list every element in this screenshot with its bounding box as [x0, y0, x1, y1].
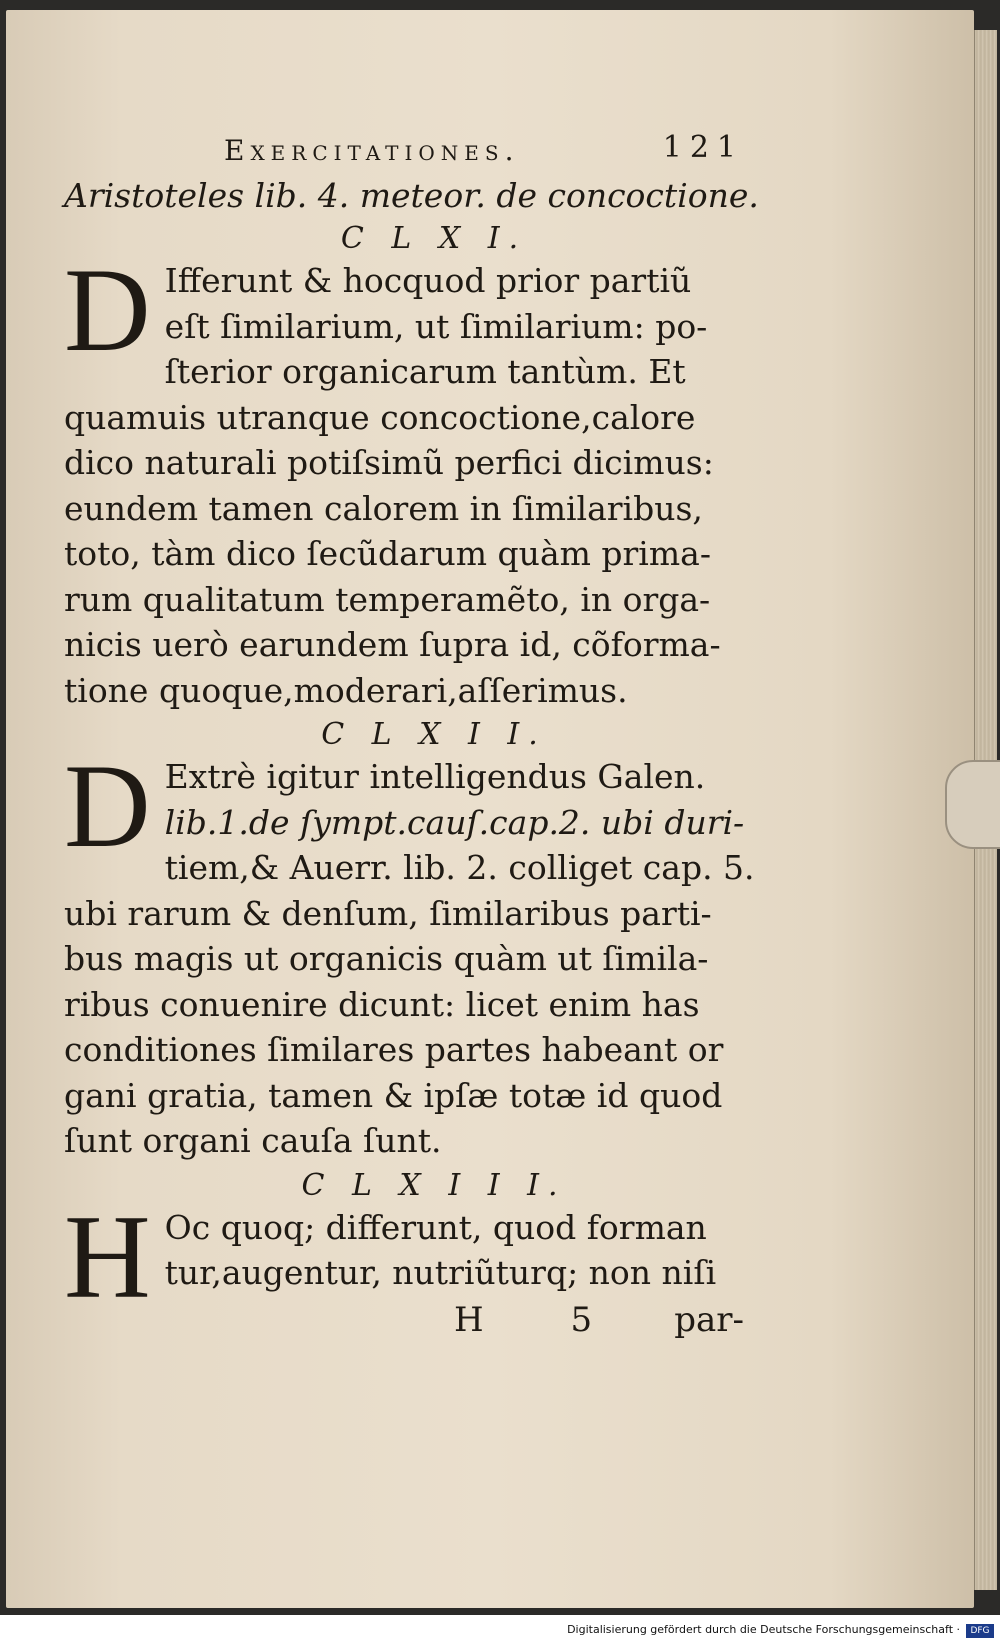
section-number: C L X I.: [340, 221, 528, 256]
text-line: quamuis utranque concoctione,calore: [64, 397, 696, 437]
text-line: tiem,& Auerr. lib. 2. colliget cap. 5.: [164, 848, 755, 887]
text-line: bus magis ut organicis quàm ut ſimila-: [64, 939, 709, 978]
page-header: [64, 120, 744, 176]
page-footer: [64, 1300, 744, 1350]
section-number: C L X I I I.: [301, 1167, 567, 1203]
section-paragraph: [64, 739, 755, 1164]
dropcap: D: [64, 739, 151, 872]
text-line: dico naturali potiſsimũ perfici dicimus:: [64, 443, 714, 482]
text-line: Oc quoq; differunt, quod forman: [164, 1207, 707, 1247]
text-line: toto, tàm dico ſecũdarum quàm prima-: [64, 534, 711, 573]
subheading: Aristoteles lib. 4. meteor. de concoctione.: [64, 176, 759, 215]
text-line: lib.1.de ſympt.cauſ.cap.2. ubi duri-: [164, 802, 745, 842]
text-line: rum qualitatum temperamẽto, in orga-: [64, 579, 711, 619]
digitization-credit: Digitalisierung gefördert durch die Deutsche Forschungsgemeinschaft ·: [567, 1623, 960, 1636]
text-line: conditiones ſimilares partes habeant or: [64, 1030, 724, 1069]
page-tab-marker: [945, 760, 1000, 849]
text-line: Extrè igitur intelligendus Galen.: [164, 757, 706, 796]
text-line: ribus conuenire dicunt: licet enim has: [64, 984, 700, 1024]
section-number: C L X I I.: [321, 717, 547, 752]
text-line: gani gratia, tamen & ipſæ totæ id quod: [64, 1075, 723, 1115]
dfg-logo: DFG: [966, 1624, 994, 1638]
text-line: ſunt organi cauſa ſunt.: [64, 1121, 442, 1160]
signature-mark: H 5: [454, 1299, 631, 1340]
page-text-block: [64, 120, 759, 1350]
text-line: eſt ſimilarium, ut ſimilarium: po-: [164, 306, 708, 346]
running-title: Exercitationes.: [224, 134, 520, 167]
text-line: Ifferunt & hocquod prior partiũ: [164, 261, 692, 300]
text-line: nicis uerò earundem ſupra id, cõforma-: [64, 625, 721, 664]
text-line: tur,augentur, nutriũturq; non niſi: [164, 1253, 717, 1292]
section-paragraph: [64, 243, 744, 713]
text-line: ubi rarum & denſum, ſimilaribus parti-: [64, 893, 712, 933]
text-line: eundem tamen calorem in ſimilaribus,: [64, 488, 703, 528]
dropcap: D: [64, 243, 151, 376]
text-line: ſterior organicarum tantùm. Et: [164, 352, 686, 391]
text-line: tione quoque,moderari,aſſerimus.: [64, 670, 628, 710]
dropcap: H: [64, 1189, 151, 1323]
catchword: par-: [674, 1299, 744, 1340]
page-number: 121: [662, 130, 744, 165]
